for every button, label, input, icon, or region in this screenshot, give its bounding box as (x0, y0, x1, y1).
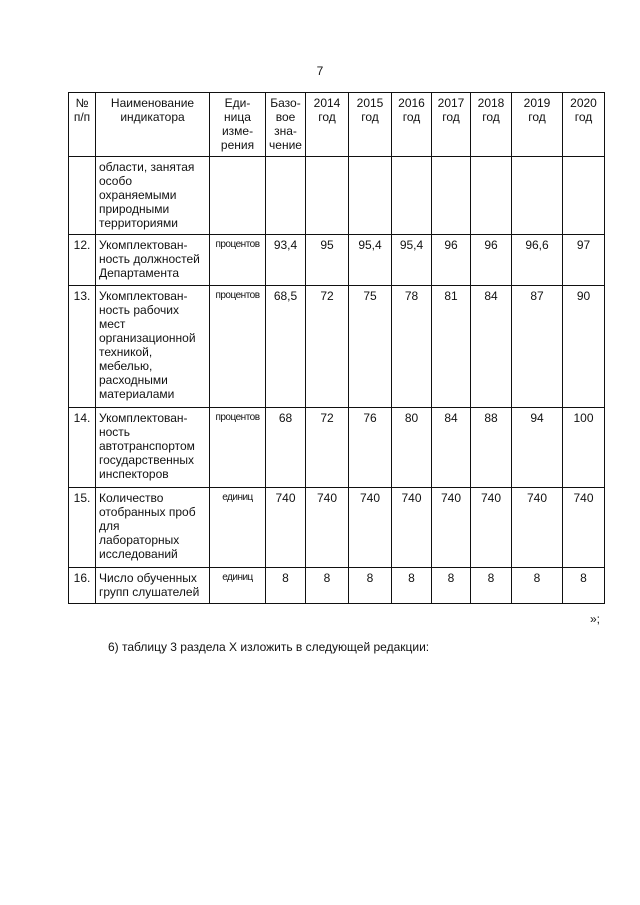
amendment-paragraph: 6) таблицу 3 раздела X изложить в следующей редакции: (108, 640, 430, 654)
header-num (69, 93, 96, 157)
header-line: год (482, 110, 500, 124)
year-value: 95 (306, 235, 349, 286)
header-year (349, 93, 392, 157)
header-base (266, 93, 306, 157)
table-row (69, 235, 605, 286)
header-year (512, 93, 563, 157)
year-value (306, 157, 349, 235)
header-line: год (318, 110, 336, 124)
base-value: 93,4 (266, 235, 306, 286)
header-unit (210, 93, 266, 157)
header-line: № (75, 96, 89, 110)
header-line: год (361, 110, 379, 124)
unit-cell: процентов (210, 408, 266, 488)
row-number: 16. (69, 568, 96, 604)
year-value: 8 (512, 568, 563, 604)
table-row (69, 408, 605, 488)
year-value: 8 (392, 568, 432, 604)
year-value: 740 (306, 488, 349, 568)
header-line: чение (269, 138, 302, 152)
year-value: 72 (306, 286, 349, 408)
year-value: 87 (512, 286, 563, 408)
year-value: 81 (432, 286, 471, 408)
name-line: ность должностей (99, 252, 200, 266)
name-line: мест (99, 317, 126, 331)
table-header-row (69, 93, 605, 157)
year-value: 90 (563, 286, 605, 408)
year-value (432, 157, 471, 235)
indicator-name (96, 568, 210, 604)
row-number: 14. (69, 408, 96, 488)
year-value: 80 (392, 408, 432, 488)
header-line: Базо- (270, 96, 301, 110)
table-row (69, 157, 605, 235)
row-number: 12. (69, 235, 96, 286)
row-number: 15. (69, 488, 96, 568)
year-value: 100 (563, 408, 605, 488)
indicator-name (96, 488, 210, 568)
header-line: 2016 (398, 96, 425, 110)
header-line: 2020 (570, 96, 597, 110)
header-line: 2015 (356, 96, 384, 110)
base-value: 740 (266, 488, 306, 568)
year-value: 72 (306, 408, 349, 488)
header-line: изме- (221, 124, 254, 138)
name-line: Число обученных (99, 571, 197, 585)
base-value: 68,5 (266, 286, 306, 408)
header-line: Еди- (224, 96, 251, 110)
year-value: 8 (306, 568, 349, 604)
name-line: материалами (99, 387, 175, 401)
header-line: 2014 (313, 96, 341, 110)
header-line: Наименование (110, 96, 195, 110)
year-value: 76 (349, 408, 392, 488)
header-line: вое (275, 110, 296, 124)
year-value: 96 (471, 235, 512, 286)
page-number: 7 (316, 64, 324, 78)
name-line: территориями (99, 216, 178, 230)
header-year (563, 93, 605, 157)
name-line: ность (99, 425, 131, 439)
indicator-name (96, 235, 210, 286)
row-number: 13. (69, 286, 96, 408)
year-value: 8 (471, 568, 512, 604)
name-line: отобранных проб (99, 505, 196, 519)
year-value (563, 157, 605, 235)
year-value: 8 (563, 568, 605, 604)
name-line: охраняемыми (99, 188, 177, 202)
name-line: инспекторов (99, 467, 169, 481)
year-value: 740 (471, 488, 512, 568)
header-year (306, 93, 349, 157)
year-value (471, 157, 512, 235)
name-line: ность рабочих (99, 303, 179, 317)
year-value: 8 (432, 568, 471, 604)
name-line: техникой, (99, 345, 153, 359)
header-line: индикатора (120, 110, 185, 124)
name-line: области, занятая (99, 160, 195, 174)
year-value: 95,4 (392, 235, 432, 286)
header-year (471, 93, 512, 157)
year-value: 78 (392, 286, 432, 408)
table-row (69, 286, 605, 408)
name-line: для (99, 519, 120, 533)
header-year (432, 93, 471, 157)
year-value: 75 (349, 286, 392, 408)
name-line: организационной (99, 331, 196, 345)
year-value: 740 (563, 488, 605, 568)
unit-cell (210, 157, 266, 235)
year-value (512, 157, 563, 235)
year-value: 95,4 (349, 235, 392, 286)
unit-cell: единиц (210, 488, 266, 568)
name-line: мебелью, (99, 359, 153, 373)
header-line: год (402, 110, 421, 124)
year-value: 96,6 (512, 235, 563, 286)
year-value: 740 (349, 488, 392, 568)
year-value (392, 157, 432, 235)
name-line: Укомплектован- (99, 411, 188, 425)
header-name (96, 93, 210, 157)
base-value: 68 (266, 408, 306, 488)
year-value: 84 (471, 286, 512, 408)
closing-quote: »; (590, 612, 601, 626)
base-value (266, 157, 306, 235)
name-line: Департамента (99, 266, 180, 280)
year-value (349, 157, 392, 235)
year-value: 740 (392, 488, 432, 568)
name-line: расходными (99, 373, 168, 387)
year-value: 740 (512, 488, 563, 568)
year-value: 88 (471, 408, 512, 488)
name-line: государственных (99, 453, 195, 467)
table-row (69, 568, 605, 604)
year-value: 740 (432, 488, 471, 568)
name-line: исследований (99, 547, 178, 561)
header-line: 2018 (477, 96, 505, 110)
header-line: 2019 (523, 96, 551, 110)
indicator-name (96, 286, 210, 408)
header-line: п/п (73, 110, 91, 124)
header-line: зна- (274, 124, 297, 138)
header-line: год (574, 110, 593, 124)
unit-cell: процентов (210, 235, 266, 286)
indicator-name (96, 408, 210, 488)
header-line: рения (220, 138, 255, 152)
header-line: 2017 (437, 96, 465, 110)
unit-cell: единиц (210, 568, 266, 604)
indicators-table (68, 92, 605, 604)
name-line: особо (99, 174, 133, 188)
year-value: 94 (512, 408, 563, 488)
name-line: Укомплектован- (99, 238, 188, 252)
row-number (69, 157, 96, 235)
header-line: ница (224, 110, 251, 124)
base-value: 8 (266, 568, 306, 604)
header-line: год (442, 110, 460, 124)
year-value: 8 (349, 568, 392, 604)
name-line: природными (99, 202, 170, 216)
header-line: год (528, 110, 546, 124)
name-line: автотранспортом (99, 439, 195, 453)
name-line: Количество (99, 491, 164, 505)
name-line: групп слушателей (99, 585, 200, 599)
name-line: Укомплектован- (99, 289, 188, 303)
year-value: 97 (563, 235, 605, 286)
unit-cell: процентов (210, 286, 266, 408)
year-value: 96 (432, 235, 471, 286)
name-line: лабораторных (99, 533, 180, 547)
indicator-name (96, 157, 210, 235)
year-value: 84 (432, 408, 471, 488)
header-year (392, 93, 432, 157)
table-row (69, 488, 605, 568)
